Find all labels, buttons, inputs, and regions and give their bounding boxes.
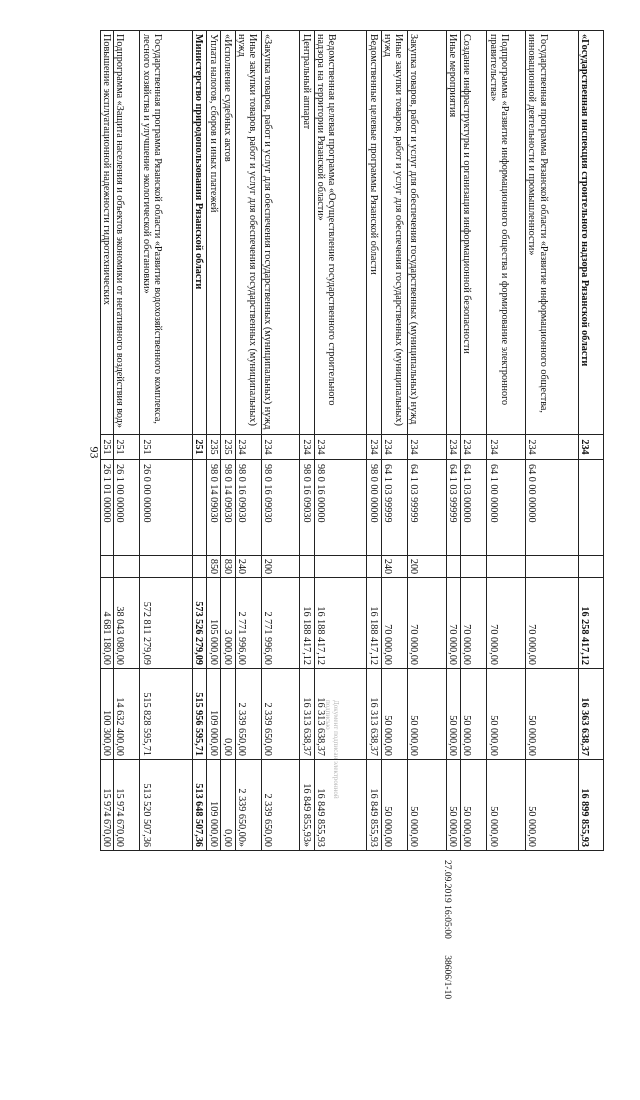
row-vr-cell: 830 xyxy=(221,556,235,578)
budget-table xyxy=(100,30,604,851)
row-2021-cell: 2 339 650,00 xyxy=(261,760,300,851)
row-csr-cell: 98 0 16 09030 xyxy=(235,460,261,556)
row-vr-cell xyxy=(101,556,114,578)
row-ved-cell: 251 xyxy=(113,435,139,460)
row-name-cell: Ведомственные целевые программы Рязанской области xyxy=(367,31,381,435)
row-vr-cell xyxy=(192,556,206,578)
row-2021-cell: 513 648 507,36 xyxy=(192,760,206,851)
row-ved-cell: 235 xyxy=(207,435,221,460)
table-row xyxy=(221,31,235,851)
table-row xyxy=(408,31,447,851)
row-name-cell: «Закупка товаров, работ и услуг для обеспечения государственных (муниципальных) нужд xyxy=(261,31,300,435)
row-2021-cell: 50 000,00 xyxy=(381,760,407,851)
row-2020-cell: 515 828 595,71 xyxy=(140,669,193,760)
table-row xyxy=(207,31,221,851)
row-2020-cell: 50 000,00 xyxy=(381,669,407,760)
row-csr-cell: 98 0 16 00000 xyxy=(314,460,367,556)
row-name-cell: Центральный аппарат xyxy=(300,31,314,435)
table-row xyxy=(113,31,139,851)
stamp-line: Документ подписан электронной xyxy=(332,700,340,799)
row-2021-cell: 2 339 650,00» xyxy=(235,760,261,851)
row-2021-cell: 15 974 670,00 xyxy=(101,760,114,851)
row-ved-cell: 251 xyxy=(101,435,114,460)
row-csr-cell: 64 1 03 99999 xyxy=(381,460,407,556)
table-row xyxy=(578,31,603,851)
row-2020-cell: 50 000,00 xyxy=(446,669,460,760)
row-name-cell: Иные мероприятия xyxy=(446,31,460,435)
table-row xyxy=(525,31,578,851)
footer-datetime: 27.09.2019 16:05:00 xyxy=(442,860,452,939)
row-ved-cell: 234 xyxy=(460,435,486,460)
row-vr-cell: 200 xyxy=(408,556,447,578)
row-csr-cell xyxy=(192,460,206,556)
row-name-cell: «Государственная инспекция строительного надзора Рязанской области xyxy=(578,31,603,435)
row-csr-cell: 26 1 00 00000 xyxy=(113,460,139,556)
row-csr-cell: 98 0 16 09030 xyxy=(261,460,300,556)
row-csr-cell: 98 0 14 09030 xyxy=(221,460,235,556)
row-csr-cell: 26 0 00 00000 xyxy=(140,460,193,556)
row-vr-cell: 200 xyxy=(261,556,300,578)
row-csr-cell xyxy=(578,460,603,556)
row-vr-cell: 240 xyxy=(235,556,261,578)
row-2019-cell: 2 771 996,00 xyxy=(235,578,261,669)
row-2019-cell: 16 188 417,12 xyxy=(367,578,381,669)
row-name-cell: Уплата налогов, сборов и иных платежей xyxy=(207,31,221,435)
row-vr-cell: 240 xyxy=(381,556,407,578)
row-2019-cell: 16 258 417,12 xyxy=(578,578,603,669)
row-2020-cell: 16 313 638,37 xyxy=(314,669,367,760)
row-csr-cell: 64 1 00 00000 xyxy=(487,460,526,556)
table-row xyxy=(261,31,300,851)
row-vr-cell xyxy=(487,556,526,578)
row-ved-cell: 235 xyxy=(221,435,235,460)
row-csr-cell: 98 0 00 00000 xyxy=(367,460,381,556)
row-2019-cell: 105 000,00 xyxy=(207,578,221,669)
row-2019-cell: 16 188 417,12 xyxy=(300,578,314,669)
row-2021-cell: 16 849 855,93 xyxy=(367,760,381,851)
stamp-line: подписью xyxy=(324,700,332,730)
row-name-cell: Создание инфраструктуры и организация информационной безопасности xyxy=(460,31,486,435)
row-2021-cell: 50 000,00 xyxy=(460,760,486,851)
row-ved-cell: 251 xyxy=(192,435,206,460)
row-2020-cell: 14 632 400,00 xyxy=(113,669,139,760)
table-row xyxy=(487,31,526,851)
row-2020-cell: 2 339 650,00 xyxy=(261,669,300,760)
row-csr-cell: 64 1 03 00000 xyxy=(460,460,486,556)
row-2021-cell: 50 000,00 xyxy=(487,760,526,851)
row-vr-cell xyxy=(446,556,460,578)
table-row xyxy=(367,31,381,851)
row-vr-cell xyxy=(460,556,486,578)
row-name-cell: «Исполнение судебных актов xyxy=(221,31,235,435)
row-2019-cell: 70 000,00 xyxy=(487,578,526,669)
row-ved-cell: 234 xyxy=(525,435,578,460)
row-vr-cell xyxy=(367,556,381,578)
row-ved-cell: 234 xyxy=(446,435,460,460)
table-row xyxy=(300,31,314,851)
row-vr-cell: 850 xyxy=(207,556,221,578)
row-2021-cell: 16 849 855,93» xyxy=(300,760,314,851)
row-csr-cell: 64 1 03 99999 xyxy=(446,460,460,556)
row-ved-cell: 234 xyxy=(261,435,300,460)
row-ved-cell: 234 xyxy=(408,435,447,460)
signature-stamp xyxy=(316,700,340,840)
row-ved-cell: 234 xyxy=(487,435,526,460)
row-2019-cell: 70 000,00 xyxy=(446,578,460,669)
row-2020-cell: 16 313 638,37 xyxy=(367,669,381,760)
table-row xyxy=(235,31,261,851)
row-2019-cell: 4 681 180,00 xyxy=(101,578,114,669)
row-2019-cell: 16 188 417,12 xyxy=(314,578,367,669)
row-2020-cell: 515 956 595,71 xyxy=(192,669,206,760)
budget-table-sheet xyxy=(100,30,604,850)
row-ved-cell: 234 xyxy=(235,435,261,460)
row-name-cell: Государственная программа Рязанской области «Развитие информационного общества, инновационной деятельности и промышленности» xyxy=(525,31,578,435)
row-name-cell: Министерство природопользования Рязанской области xyxy=(192,31,206,435)
row-vr-cell xyxy=(578,556,603,578)
row-2021-cell: 16 849 855,93 xyxy=(314,760,367,851)
row-name-cell: Иные закупки товаров, работ и услуг для обеспечения государственных (муниципальных) нужд xyxy=(381,31,407,435)
row-2021-cell: 16 899 855,93 xyxy=(578,760,603,851)
row-2020-cell: 16 313 638,37 xyxy=(300,669,314,760)
row-vr-cell xyxy=(300,556,314,578)
table-row xyxy=(101,31,114,851)
row-2020-cell: 50 000,00 xyxy=(460,669,486,760)
table-row xyxy=(460,31,486,851)
row-name-cell: Государственная программа Рязанской области «Развитие водохозяйственного комплекса, лесного хозяйства и улучшение экологической обстановки» xyxy=(140,31,193,435)
row-name-cell: Подпрограмма «Развитие информационного общества и формирование электронного правительства» xyxy=(487,31,526,435)
row-name-cell: Ведомственная целевая программа «Осуществление государственного строительного надзора на территории Рязанской области» xyxy=(314,31,367,435)
page-number: 93 xyxy=(87,446,102,459)
row-2020-cell: 50 000,00 xyxy=(525,669,578,760)
row-vr-cell xyxy=(140,556,193,578)
row-ved-cell: 234 xyxy=(314,435,367,460)
row-ved-cell: 251 xyxy=(140,435,193,460)
row-2021-cell: 50 000,00 xyxy=(408,760,447,851)
row-name-cell: Иные закупки товаров, работ и услуг для обеспечения государственных (муниципальных) нужд xyxy=(235,31,261,435)
row-ved-cell: 234 xyxy=(578,435,603,460)
row-2019-cell: 3 000,00 xyxy=(221,578,235,669)
row-2021-cell: 109 000,00 xyxy=(207,760,221,851)
row-vr-cell xyxy=(113,556,139,578)
row-2021-cell: 0,00 xyxy=(221,760,235,851)
row-2021-cell: 15 974 670,00 xyxy=(113,760,139,851)
row-ved-cell: 234 xyxy=(367,435,381,460)
row-2019-cell: 70 000,00 xyxy=(408,578,447,669)
document-footer xyxy=(438,860,452,1100)
row-ved-cell: 234 xyxy=(381,435,407,460)
row-2021-cell: 50 000,00 xyxy=(446,760,460,851)
row-2021-cell: 513 520 507,36 xyxy=(140,760,193,851)
row-2019-cell: 70 000,00 xyxy=(381,578,407,669)
table-row xyxy=(140,31,193,851)
row-2020-cell: 50 000,00 xyxy=(408,669,447,760)
row-2019-cell: 572 811 279,09 xyxy=(140,578,193,669)
row-csr-cell: 64 0 00 00000 xyxy=(525,460,578,556)
row-2019-cell: 38 043 080,00 xyxy=(113,578,139,669)
row-name-cell: Закупка товаров, работ и услуг для обеспечения государственных (муниципальных) нужд xyxy=(408,31,447,435)
row-csr-cell: 98 0 16 09030 xyxy=(300,460,314,556)
row-2020-cell: 50 000,00 xyxy=(487,669,526,760)
footer-doc-id: 38606/1-10 xyxy=(442,955,452,1000)
row-2021-cell: 50 000,00 xyxy=(525,760,578,851)
row-2019-cell: 70 000,00 xyxy=(460,578,486,669)
row-2020-cell: 109 000,00 xyxy=(207,669,221,760)
row-2020-cell: 2 339 650,00 xyxy=(235,669,261,760)
row-csr-cell: 26 1 01 00000 xyxy=(101,460,114,556)
row-2020-cell: 16 363 638,37 xyxy=(578,669,603,760)
row-name-cell: Повышение эксплуатационной надежности гидротехнических xyxy=(101,31,114,435)
row-2019-cell: 2 771 996,00 xyxy=(261,578,300,669)
row-csr-cell: 98 0 14 09030 xyxy=(207,460,221,556)
row-csr-cell: 64 1 03 99999 xyxy=(408,460,447,556)
row-2020-cell: 0,00 xyxy=(221,669,235,760)
table-row xyxy=(192,31,206,851)
row-name-cell: Подпрограмма «Защита населения и объектов экономики от негативного воздействия вод» xyxy=(113,31,139,435)
row-2020-cell: 100 300,00 xyxy=(101,669,114,760)
row-2019-cell: 70 000,00 xyxy=(525,578,578,669)
table-row xyxy=(446,31,460,851)
row-2019-cell: 573 526 279,09 xyxy=(192,578,206,669)
row-vr-cell xyxy=(525,556,578,578)
row-ved-cell: 234 xyxy=(300,435,314,460)
table-row xyxy=(381,31,407,851)
row-vr-cell xyxy=(314,556,367,578)
